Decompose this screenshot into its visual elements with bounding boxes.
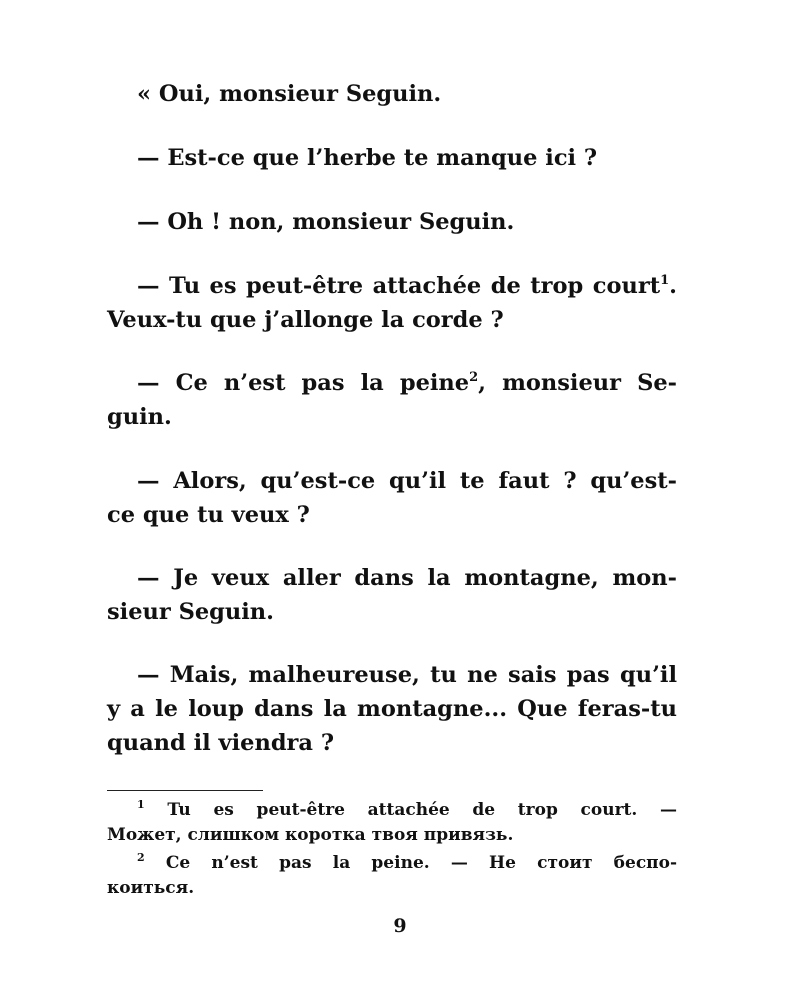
paragraph-line: [107, 366, 677, 400]
page-number: 9: [393, 915, 407, 937]
paragraph-3: [107, 205, 677, 239]
paragraph-line: y a le loup dans la montagne... Que feras-tu: [107, 696, 677, 722]
line-text-end: .: [669, 273, 677, 299]
footnote-divider: [107, 790, 263, 791]
paragraph-line: — Est-ce que l’herbe te manque ici ?: [137, 145, 598, 171]
footnote-marker-2[interactable]: 2: [469, 370, 479, 385]
line-text-end: , monsieur Se-: [478, 370, 677, 396]
paragraph-4: [107, 269, 677, 337]
paragraph-line: sieur Seguin.: [107, 599, 274, 625]
paragraph-line: — Mais, malheureuse, tu ne sais pas qu’il: [137, 662, 677, 688]
paragraph-line: quand il viendra ?: [107, 730, 334, 756]
paragraph-1: [107, 77, 677, 111]
footnote-marker-1[interactable]: 1: [660, 273, 670, 288]
footnote-line: Может, слишком коротка твоя привязь.: [107, 825, 514, 845]
paragraph-8: [107, 658, 677, 760]
footnote-line: [107, 851, 677, 876]
paragraph-line: — Alors, qu’est-ce qu’il te faut ? qu’est-: [137, 468, 677, 494]
paragraph-7: [107, 561, 677, 629]
paragraph-line: « Oui, monsieur Seguin.: [137, 81, 442, 107]
paragraph-line: guin.: [107, 404, 172, 430]
paragraph-line: — Je veux aller dans la montagne, mon-: [137, 565, 677, 591]
paragraph-line: [107, 269, 677, 303]
footnote-line: [107, 798, 677, 823]
paragraph-6: [107, 464, 677, 532]
footnote-1: [107, 798, 677, 848]
footnote-line: коиться.: [107, 878, 195, 898]
line-text: — Ce n’est pas la peine: [137, 370, 470, 396]
line-text: — Tu es peut-être attachée de trop court: [137, 273, 661, 299]
paragraph-5: [107, 366, 677, 434]
footnote-2: [107, 851, 677, 901]
paragraph-line: ce que tu veux ?: [107, 502, 310, 528]
footnote-number: 2: [137, 851, 145, 864]
footnote-text: Ce n’est pas la peine. — Не стоит беспо-: [165, 853, 678, 873]
footnote-number: 1: [137, 798, 145, 811]
paragraph-line: — Oh ! non, monsieur Seguin.: [137, 209, 515, 235]
footnote-text: Tu es peut-être attachée de trop court. —: [167, 800, 677, 820]
paragraph-2: [107, 141, 677, 175]
paragraph-line: Veux-tu que j’allonge la corde ?: [107, 307, 504, 333]
